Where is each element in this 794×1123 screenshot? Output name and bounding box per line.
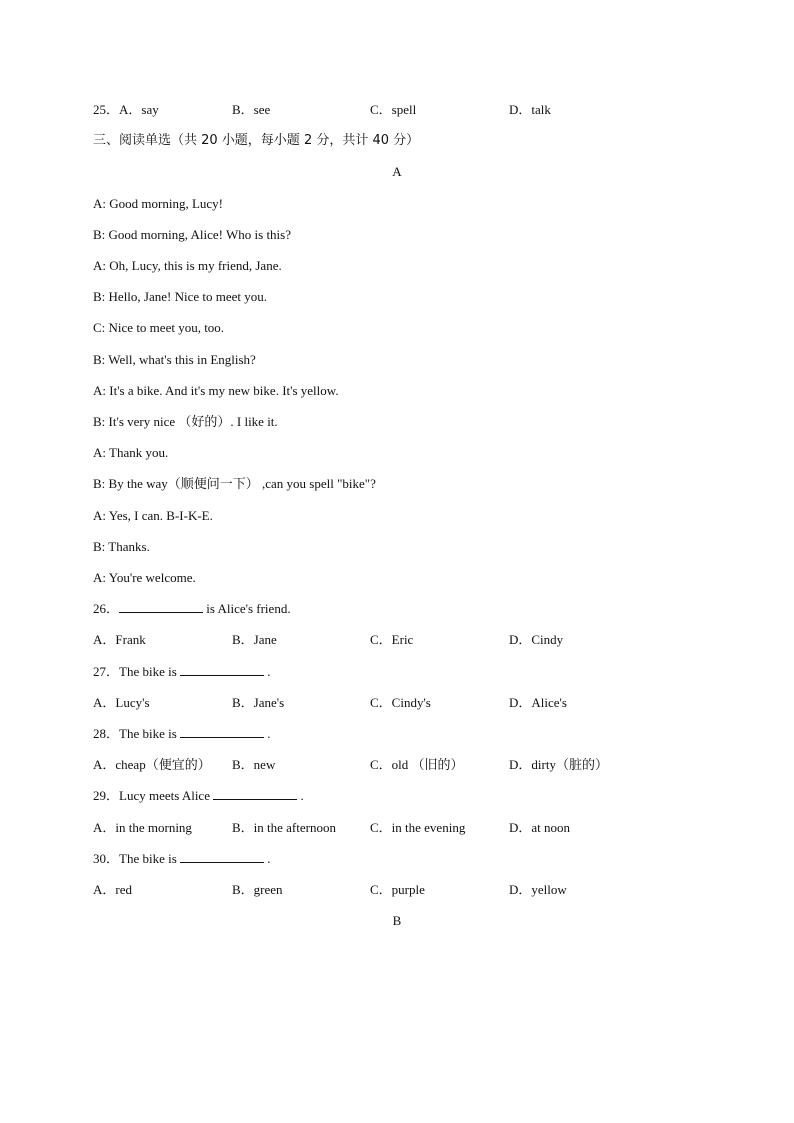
answer-blank [180, 664, 264, 676]
q30-option-d: D．yellow [509, 882, 567, 897]
q28-stem-text: 28．The bike is [93, 726, 177, 741]
dialogue-line: A: It's a bike. And it's my new bike. It's yellow. [93, 383, 339, 398]
answer-blank [119, 601, 203, 613]
q30-option-a: A．red [93, 882, 132, 897]
q25-option-a: A．say [119, 102, 159, 117]
q25-number: 25． [93, 102, 120, 117]
q28-option-b: B．new [232, 757, 276, 772]
q29-end: . [297, 788, 304, 803]
answer-blank [180, 726, 264, 738]
passage-a-label: A [392, 164, 402, 179]
q29-option-b: B．in the afternoon [232, 820, 336, 835]
answer-blank [180, 851, 264, 863]
dialogue-line: B: By the way（顺便问一下） ,can you spell "bike"? [93, 476, 376, 491]
dialogue-line: C: Nice to meet you, too. [93, 320, 225, 335]
q27-option-a: A．Lucy's [93, 695, 150, 710]
q26-stem [93, 601, 291, 617]
dialogue-line: B: Well, what's this in English? [93, 352, 256, 367]
answer-blank [213, 788, 297, 800]
dialogue-line: B: It's very nice （好的）. I like it. [93, 414, 278, 429]
dialogue-line: A: Good morning, Lucy! [93, 196, 223, 211]
q26-stem-text: is Alice's friend. [203, 601, 291, 616]
q30-end: . [264, 851, 271, 866]
q30-stem [93, 851, 271, 867]
dialogue-line: A: Thank you. [93, 445, 169, 460]
section-heading: 三、阅读单选（共 20 小题，每小题 2 分，共计 40 分） [93, 133, 420, 148]
passage-b-label: B [392, 913, 402, 928]
dialogue-line: A: Yes, I can. B-I-K-E. [93, 508, 213, 523]
dialogue-line: A: You're welcome. [93, 570, 196, 585]
q29-option-d: D．at noon [509, 820, 571, 835]
dialogue-line: B: Hello, Jane! Nice to meet you. [93, 289, 268, 304]
dialogue-line: B: Good morning, Alice! Who is this? [93, 227, 291, 242]
q27-option-b: B．Jane's [232, 695, 285, 710]
q26-option-b: B．Jane [232, 632, 277, 647]
q29-stem [93, 788, 304, 804]
q28-option-d: D．dirty（脏的） [509, 757, 608, 772]
q26-option-a: A．Frank [93, 632, 146, 647]
q27-option-c: C．Cindy's [370, 695, 431, 710]
q27-option-d: D．Alice's [509, 695, 567, 710]
q26-option-c: C．Eric [370, 632, 414, 647]
q27-stem [93, 664, 271, 680]
q30-option-b: B．green [232, 882, 283, 897]
q28-option-c: C．old （旧的） [370, 757, 464, 772]
q26-number: 26． [93, 601, 120, 616]
q27-stem-text: 27．The bike is [93, 664, 177, 679]
q29-stem-text: 29．Lucy meets Alice [93, 788, 210, 803]
q28-option-a: A．cheap（便宜的） [93, 757, 211, 772]
q25-option-d: D．talk [509, 102, 551, 117]
dialogue-line: A: Oh, Lucy, this is my friend, Jane. [93, 258, 282, 273]
q30-stem-text: 30．The bike is [93, 851, 177, 866]
q29-option-c: C．in the evening [370, 820, 466, 835]
q25-option-c: C．spell [370, 102, 417, 117]
dialogue-line: B: Thanks. [93, 539, 150, 554]
q25-num-option-a [93, 102, 159, 118]
q28-stem [93, 726, 271, 742]
q26-option-d: D．Cindy [509, 632, 564, 647]
q25-option-b: B．see [232, 102, 271, 117]
q29-option-a: A．in the morning [93, 820, 192, 835]
q27-end: . [264, 664, 271, 679]
q30-option-c: C．purple [370, 882, 425, 897]
q28-end: . [264, 726, 271, 741]
